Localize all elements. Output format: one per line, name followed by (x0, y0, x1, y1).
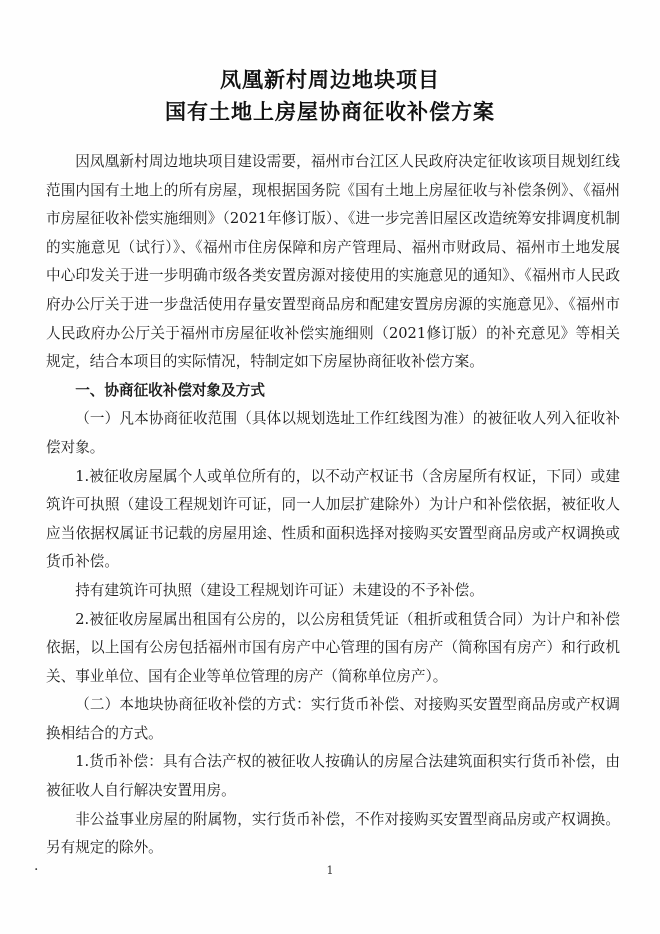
paragraph-attachments: 非公益事业房屋的附属物，实行货币补偿，不作对接购买安置型商品房或产权调换。另有规定的除外。 (46, 810, 620, 857)
paragraph-scope: （一）凡本协商征收范围（具体以规划选址工作红线图为准）的被征收人列入征收补偿对象。 (46, 410, 620, 456)
document-title-line-2: 国有土地上房屋协商征收补偿方案 (165, 99, 495, 124)
document-body (46, 148, 620, 863)
intro-paragraph: 因凤凰新村周边地块项目建设需要，福州市台江区人民政府决定征收该项目规划红线范围内国有土地上的所有房屋，现根据国务院《国有土地上房屋征收与补偿条例》、《福州市房屋征收补偿实施细则》（2021年修订版）、《进一步完善旧屋区改造统筹安排调度机制的实施意见（试行）》、《福州市住房保障和房产管理局、福州市财政局、福州市土地发展中心印发关于进一步明确市级各类安置房源对接使用的实施意见的通知》、《福州市人民政府办公厅关于进一步盘活使用存量安置型商品房和配建安置房房源的实施意见》、《福州市人民政府办公厅关于福州市房屋征收补偿实施细则（2021修订版）的补充意见》等相关规定，结合本项目的实际情况，特制定如下房屋协商征收补偿方案。 (46, 153, 620, 371)
page-number: 1 (326, 864, 334, 877)
paragraph-monetary-compensation: 1.货币补偿：具有合法产权的被征收人按确认的房屋合法建筑面积实行货币补偿，由被征收人自行解决安置用房。 (46, 753, 620, 800)
document-title-line-1: 凤凰新村周边地块项目 (220, 67, 440, 92)
paragraph-compensation-method: （二）本地块协商征收补偿的方式：实行货币补偿、对接购买安置型商品房或产权调换相结合的方式。 (46, 696, 620, 742)
paragraph-no-compensation: 持有建筑许可执照（建设工程规划许可证）未建设的不予补偿。 (75, 581, 484, 599)
section-heading-1: 一、协商征收补偿对象及方式 (75, 381, 265, 399)
margin-mark: · (34, 862, 39, 878)
paragraph-item-1-ownership: 1.被征收房屋属个人或单位所有的，以不动产权证书（含房屋所有权证，下同）或建筑许可执照（建设工程规划许可证，同一人加层扩建除外）为计户和补偿依据，被征收人应当依据权属证书记载的房屋用途、性质和面积选择对接购买安置型商品房或产权调换或货币补偿。 (46, 467, 620, 571)
paragraph-item-2-public-housing: 2.被征收房屋属出租国有公房的，以公房租赁凭证（租折或租赁合同）为计户和补偿依据，以上国有公房包括福州市国有房产中心管理的国有房产（简称国有房产）和行政机关、事业单位、国有企业等单位管理的房产（简称单位房产）。 (46, 610, 620, 685)
